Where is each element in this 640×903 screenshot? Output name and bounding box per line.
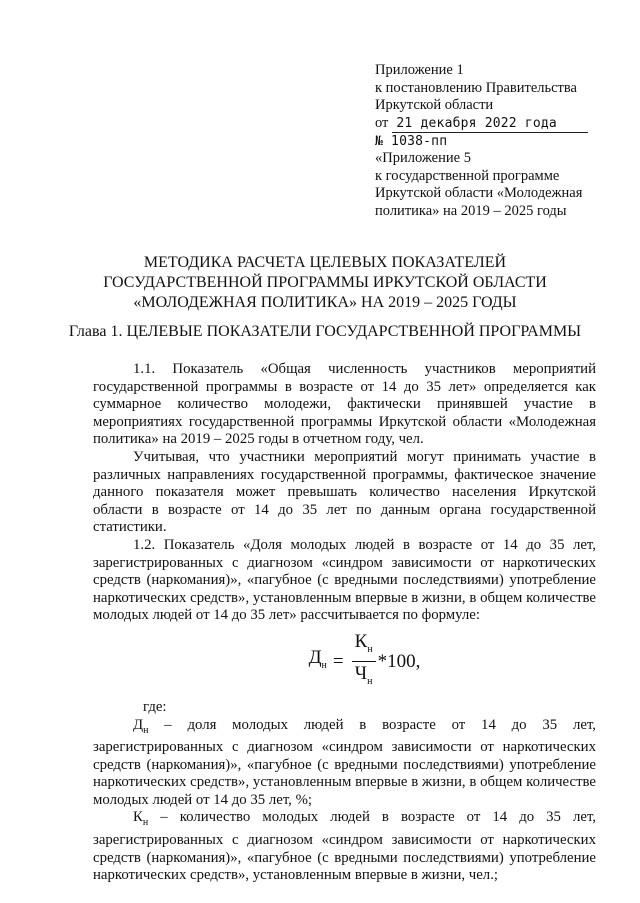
title-line: «МОЛОДЕЖНАЯ ПОЛИТИКА» НА 2019 – 2025 ГОДЫ [133,294,517,311]
resolution-number: № 1038-пп [375,133,448,149]
paragraph-1-1: 1.1. Показатель «Общая численность участников мероприятий государственной программы в возрасте от 14 до 35 лет» определяется как суммарное количество молодежи, фактически принявшей участие в мероприятиях государственной программы Иркутской области «Молодежная политика» на 2019 – 2025 годы в отчетном году, чел. [93,361,596,448]
title-line: МЕТОДИКА РАСЧЕТА ЦЕЛЕВЫХ ПОКАЗАТЕЛЕЙ [143,254,507,271]
formula-lhs: $Д_н$ [308,647,327,671]
appendix-header [375,62,620,220]
formula [133,629,596,695]
document-body [93,361,596,885]
definition-k: $К_н$ – количество молодых людей в возрасте от 14 до 35 лет, зарегистрированных с диагнозом «синдром зависимости от наркотических средств (наркомания)», «пагубное (с вредными последствиями) употребление наркотических средств», установленным впервые в жизни, чел.; [93,809,596,884]
appendix-line: Иркутской области «Молодежная [375,185,583,201]
date-prefix: от [375,114,389,131]
formula-equals: = [332,651,344,673]
appendix-line: политика» на 2019 – 2025 годы [375,202,567,219]
formula-numerator: $К_н$ [352,631,376,663]
paragraph-1-2: 1.2. Показатель «Доля молодых людей в возрасте от 14 до 35 лет, зарегистрированных с диагнозом «синдром зависимости от наркотических средств (наркомания)», «пагубное (с вредными последствиями) употребление наркотических средств», установленным впервые в жизни, в общем количестве молодых людей от 14 до 35 лет» рассчитывается по формуле: [93,536,596,624]
appendix-line: Иркутской области [375,97,494,113]
appendix-line: к государственной программе [375,167,560,184]
appendix-line: Приложение 1 [375,62,464,78]
document-title [60,253,590,313]
chapter-heading: Глава 1. ЦЕЛЕВЫЕ ПОКАЗАТЕЛИ ГОСУДАРСТВЕННОЙ ПРОГРАММЫ [68,323,582,340]
appendix-date-line [375,115,620,133]
formula-fraction [352,631,376,694]
where-label: где: [143,698,167,715]
resolution-date: 21 декабря 2022 года [392,116,588,133]
formula-tail: *100, [377,651,421,673]
paragraph-note: Учитывая, что участники мероприятий могут принимать участие в различных направлениях государственной программы, фактическое значение данного показателя может превышать количество населения Иркутской области в возрасте от 14 до 35 лет по данным органа государственной статистики. [93,448,596,536]
formula-denominator: $Ч_н$ [354,663,373,688]
title-line: ГОСУДАРСТВЕННОЙ ПРОГРАММЫ ИРКУТСКОЙ ОБЛАСТИ [103,274,547,291]
appendix-line: к постановлению Правительства [375,79,577,96]
appendix-line: «Приложение 5 [375,150,471,166]
definition-d: $Д_н$ – доля молодых людей в возрасте от 14 до 35 лет, зарегистрированных с диагнозом «синдром зависимости от наркотических средств (наркомания)», «пагубное (с вредными последствиями) употребление наркотических средств», установленным впервые в жизни, в общем количестве молодых людей от 14 до 35 лет, %; [93,716,596,808]
